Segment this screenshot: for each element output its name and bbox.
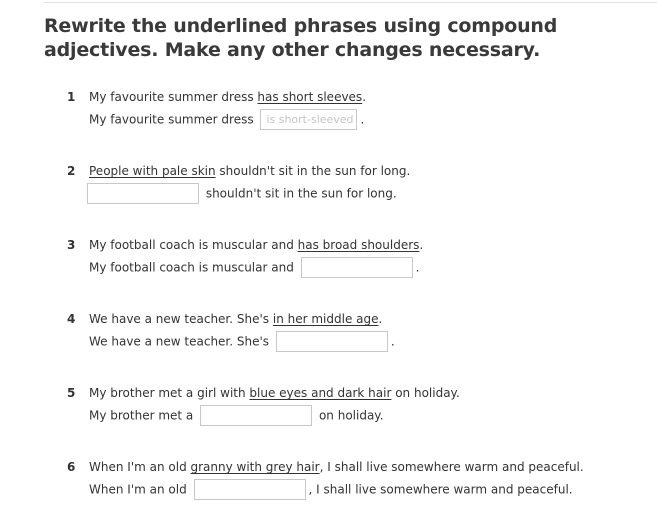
- rewrite-sentence: shouldn't sit in the sun for long.: [89, 183, 397, 205]
- question-number: 2: [67, 164, 76, 178]
- question-number: 3: [67, 238, 76, 252]
- underlined-phrase: has broad shoulders: [297, 238, 420, 252]
- rewrite-sentence: When I'm an old , I shall live somewhere warm and peaceful.: [89, 479, 573, 501]
- question-number: 5: [67, 386, 76, 400]
- rewrite-sentence: We have a new teacher. She's .: [89, 331, 395, 353]
- original-sentence: My football coach is muscular and has broad shoulders.: [89, 238, 424, 252]
- rewrite-sentence: My brother met a on holiday.: [89, 405, 384, 427]
- underlined-phrase: blue eyes and dark hair: [249, 386, 392, 400]
- answer-input-4[interactable]: [276, 331, 388, 352]
- top-divider: [44, 2, 657, 3]
- original-sentence: We have a new teacher. She's in her middle age.: [89, 312, 383, 326]
- answer-input-5[interactable]: [200, 405, 312, 426]
- underlined-phrase: People with pale skin: [89, 164, 216, 178]
- original-sentence: When I'm an old granny with grey hair, I shall live somewhere warm and peaceful.: [89, 460, 584, 474]
- answer-input-2[interactable]: [87, 183, 199, 204]
- answer-input-3[interactable]: [301, 257, 413, 278]
- page-title: Rewrite the underlined phrases using compound adjectives. Make any other changes necessary.: [44, 15, 558, 61]
- original-sentence: People with pale skin shouldn't sit in the sun for long.: [89, 164, 411, 178]
- question-number: 1: [67, 90, 76, 104]
- answer-input-1[interactable]: is short-sleeved: [260, 109, 357, 130]
- question-number: 6: [67, 460, 76, 474]
- answer-input-6[interactable]: [194, 479, 306, 500]
- underlined-phrase: granny with grey hair: [190, 460, 320, 474]
- original-sentence: My favourite summer dress has short sleeves.: [89, 90, 367, 104]
- underlined-phrase: has short sleeves: [257, 90, 363, 104]
- rewrite-sentence: My football coach is muscular and .: [89, 257, 419, 279]
- rewrite-sentence: My favourite summer dress is short-sleeved .: [89, 109, 364, 131]
- underlined-phrase: in her middle age: [272, 312, 379, 326]
- original-sentence: My brother met a girl with blue eyes and dark hair on holiday.: [89, 386, 460, 400]
- question-number: 4: [67, 312, 76, 326]
